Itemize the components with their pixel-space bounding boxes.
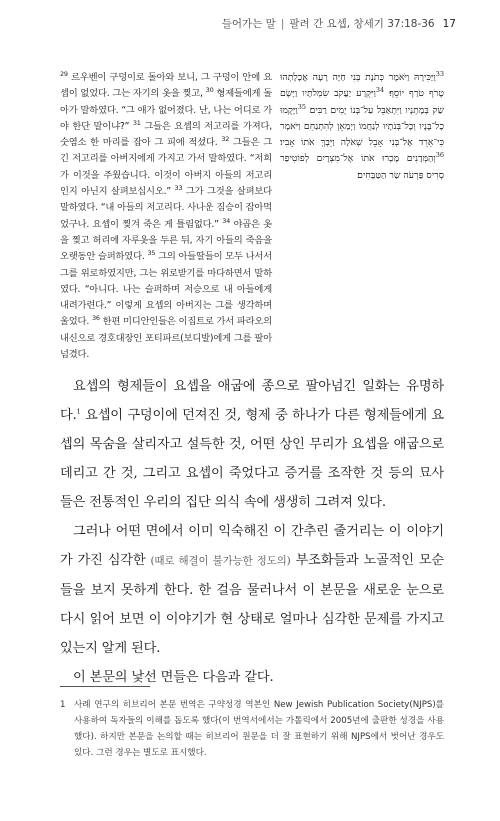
running-header bbox=[0, 16, 456, 36]
verse-text: וַיַּכִּירָהּ וַיֹּאמֶר כְּתֹנֶת בְּנִי חַיָּה רָעָה אֲכָלָתְהוּ טָרֹף טֹרַף יוֹסֵף׃ bbox=[280, 72, 444, 100]
page-number: 17 bbox=[442, 18, 456, 30]
verse-text: 한편 미디안인들은 이집트로 가서 파라오의 내신으로 경호대장인 포티파르(보디발)에게 그를 팔아넘겼다. bbox=[60, 316, 272, 361]
main-body-text bbox=[60, 372, 444, 692]
verse-text: וַיָּקֻמוּ כָל־בָּנָיו וְכָל־בְּנֹתָיו לְנַחֲמוֹ וַיְמָאֵן לְהִתְנַחֵם וַיֹּאמֶר כִּי־אֵרֵד אֶל־בְּנִי אָבֵל שְׁאֹלָה וַיֵּבְךְּ אֹתוֹ אָבִיו׃ bbox=[280, 104, 444, 149]
bilingual-verse-columns bbox=[60, 70, 444, 370]
verse-number: 34 bbox=[222, 216, 231, 225]
paragraph-text: 이 본문의 낯선 면들은 다음과 같다. bbox=[73, 670, 274, 685]
verse-number: 29 bbox=[60, 69, 68, 78]
verse-number: 34 bbox=[375, 86, 385, 95]
verse-text: 그의 아들딸들이 모두 나서서 그를 위로하였지만, 그는 위로받기를 마다하면서 말하였다. “아니다. 나는 슬퍼하며 저승으로 내 아들에게 내려가련다.” 이렇게 요셉의 아버지는 그를 생각하며 울었다. bbox=[60, 251, 272, 328]
verse-number: 36 bbox=[91, 314, 100, 323]
verse-number: 32 bbox=[221, 135, 230, 144]
verse-text: 야곱은 옷을 찢고 허리에 자루옷을 두른 뒤, 자기 아들의 죽음을 오랫동안 슬퍼하였다. bbox=[60, 218, 272, 263]
verse-number: 30 bbox=[205, 86, 214, 95]
body-paragraph bbox=[60, 517, 444, 663]
verse-number: 33 bbox=[174, 183, 183, 192]
paragraph-text: 요셉이 구덩이에 던져진 것, 형제 중 하나가 다른 형제들에게 요셉의 목숨을 살리자고 설득한 것, 어떤 상인 무리가 요셉을 애굽으로 데리고 간 것, 그리고 요셉이 죽었다고 증거를 조작한 것 등의 묘사들은 전통적인 우리의 집단 의식 속에 생생히 그려져 있다. bbox=[60, 408, 444, 510]
verse-number: 33 bbox=[435, 69, 444, 78]
verse-text: 형제들에게 돌아가 말하였다. “그 애가 없어졌다. 난, 나는 어디로 가야 한단 말이냐?” bbox=[60, 88, 272, 132]
body-paragraph bbox=[60, 372, 444, 517]
hebrew-original-column bbox=[280, 70, 444, 184]
footnote bbox=[60, 697, 444, 761]
footnote-text: 사례 연구의 히브리어 본문 번역은 구약성경 역본인 New Jewish Publication Society(NJPS)를 사용하여 독자들의 이해를 돕도록 했다(이 번역서에서는 가톨릭에서 2005년에 출판한 성경을 사용했다). 하지만 본문을 논의할 때는 히브리어 원문을 더 잘 표현하기 위해 NJPS에서 벗어난 경우도 있다. 그런 경우는 별도로 표시했다. bbox=[74, 700, 444, 758]
footnote-divider bbox=[60, 686, 150, 687]
running-header-subtitle: 팔려 간 요셉, 창세기 37:18-36 bbox=[289, 18, 435, 30]
verse-text: 그들은 요셉의 저고리를 가져다, 숫염소 한 마리를 잡아 그 피에 적셨다. bbox=[60, 120, 273, 149]
parenthetical-note: (때로 해결이 불가능한 정도의) bbox=[150, 555, 291, 567]
verse-text: 르우벤이 구덩이로 돌아와 보니, 그 구덩이 안에 요셉이 없었다. 그는 자기의 옷을 찢고, bbox=[60, 72, 272, 100]
verse-number: 35 bbox=[297, 102, 306, 111]
verse-text: וַיִּקְרַע יַעֲקֹב שִׂמְלֹתָיו וַיָּשֶׂם שַׂק בְּמָתְנָיו וַיִּתְאַבֵּל עַל־בְּנוֹ יָמִים רַבִּים׃ bbox=[280, 88, 444, 116]
verse-text: 그가 그것을 살펴보다 말하였다. “내 아들의 저고리다. 사나운 짐승이 잡아먹었구나. 요셉이 찢겨 죽은 게 틀림없다.” bbox=[60, 186, 272, 230]
verse-number: 35 bbox=[147, 249, 156, 258]
verse-number: 36 bbox=[435, 151, 444, 160]
paragraph-text: 부조화들과 노골적인 모순들을 보지 못하게 한다. 한 걸음 물러나서 이 본문을 새로운 눈으로 다시 읽어 보면 이 이야기가 현 상태로 얼마나 심각한 문제를 가지고 있는지 알게 된다. bbox=[60, 553, 444, 656]
korean-translation-column bbox=[60, 70, 272, 363]
verse-text: 그들은 그 긴 저고리를 아버지에게 가지고 가서 말하였다. “저희가 이것을 주웠습니다. 이것이 아버지 아들의 저고리인지 아닌지 살펴보십시오.” bbox=[60, 137, 272, 198]
footnote-reference[interactable]: 1 bbox=[76, 407, 81, 416]
paragraph-text: 그러나 어떤 면에서 이미 익숙해진 이 간추린 줄거리는 이 이야기가 가진 심각한 bbox=[60, 524, 444, 568]
header-separator: | bbox=[280, 18, 285, 30]
running-header-title: 들어가는 말 bbox=[221, 18, 276, 30]
verse-text: וְהַמְּדָנִים מָכְרוּ אֹתוֹ אֶל־מִצְרָיִם לְפוֹטִיפַר סְרִיס פַּרְעֹה שַׂר הַטַּבָּחִים׃ bbox=[280, 153, 444, 181]
verse-number: 31 bbox=[132, 118, 141, 127]
body-paragraph bbox=[60, 663, 444, 692]
paragraph-text: 요셉의 형제들이 요셉을 애굽에 종으로 팔아넘긴 일화는 유명하다. bbox=[60, 379, 444, 423]
footnote-number: 1 bbox=[60, 700, 66, 710]
